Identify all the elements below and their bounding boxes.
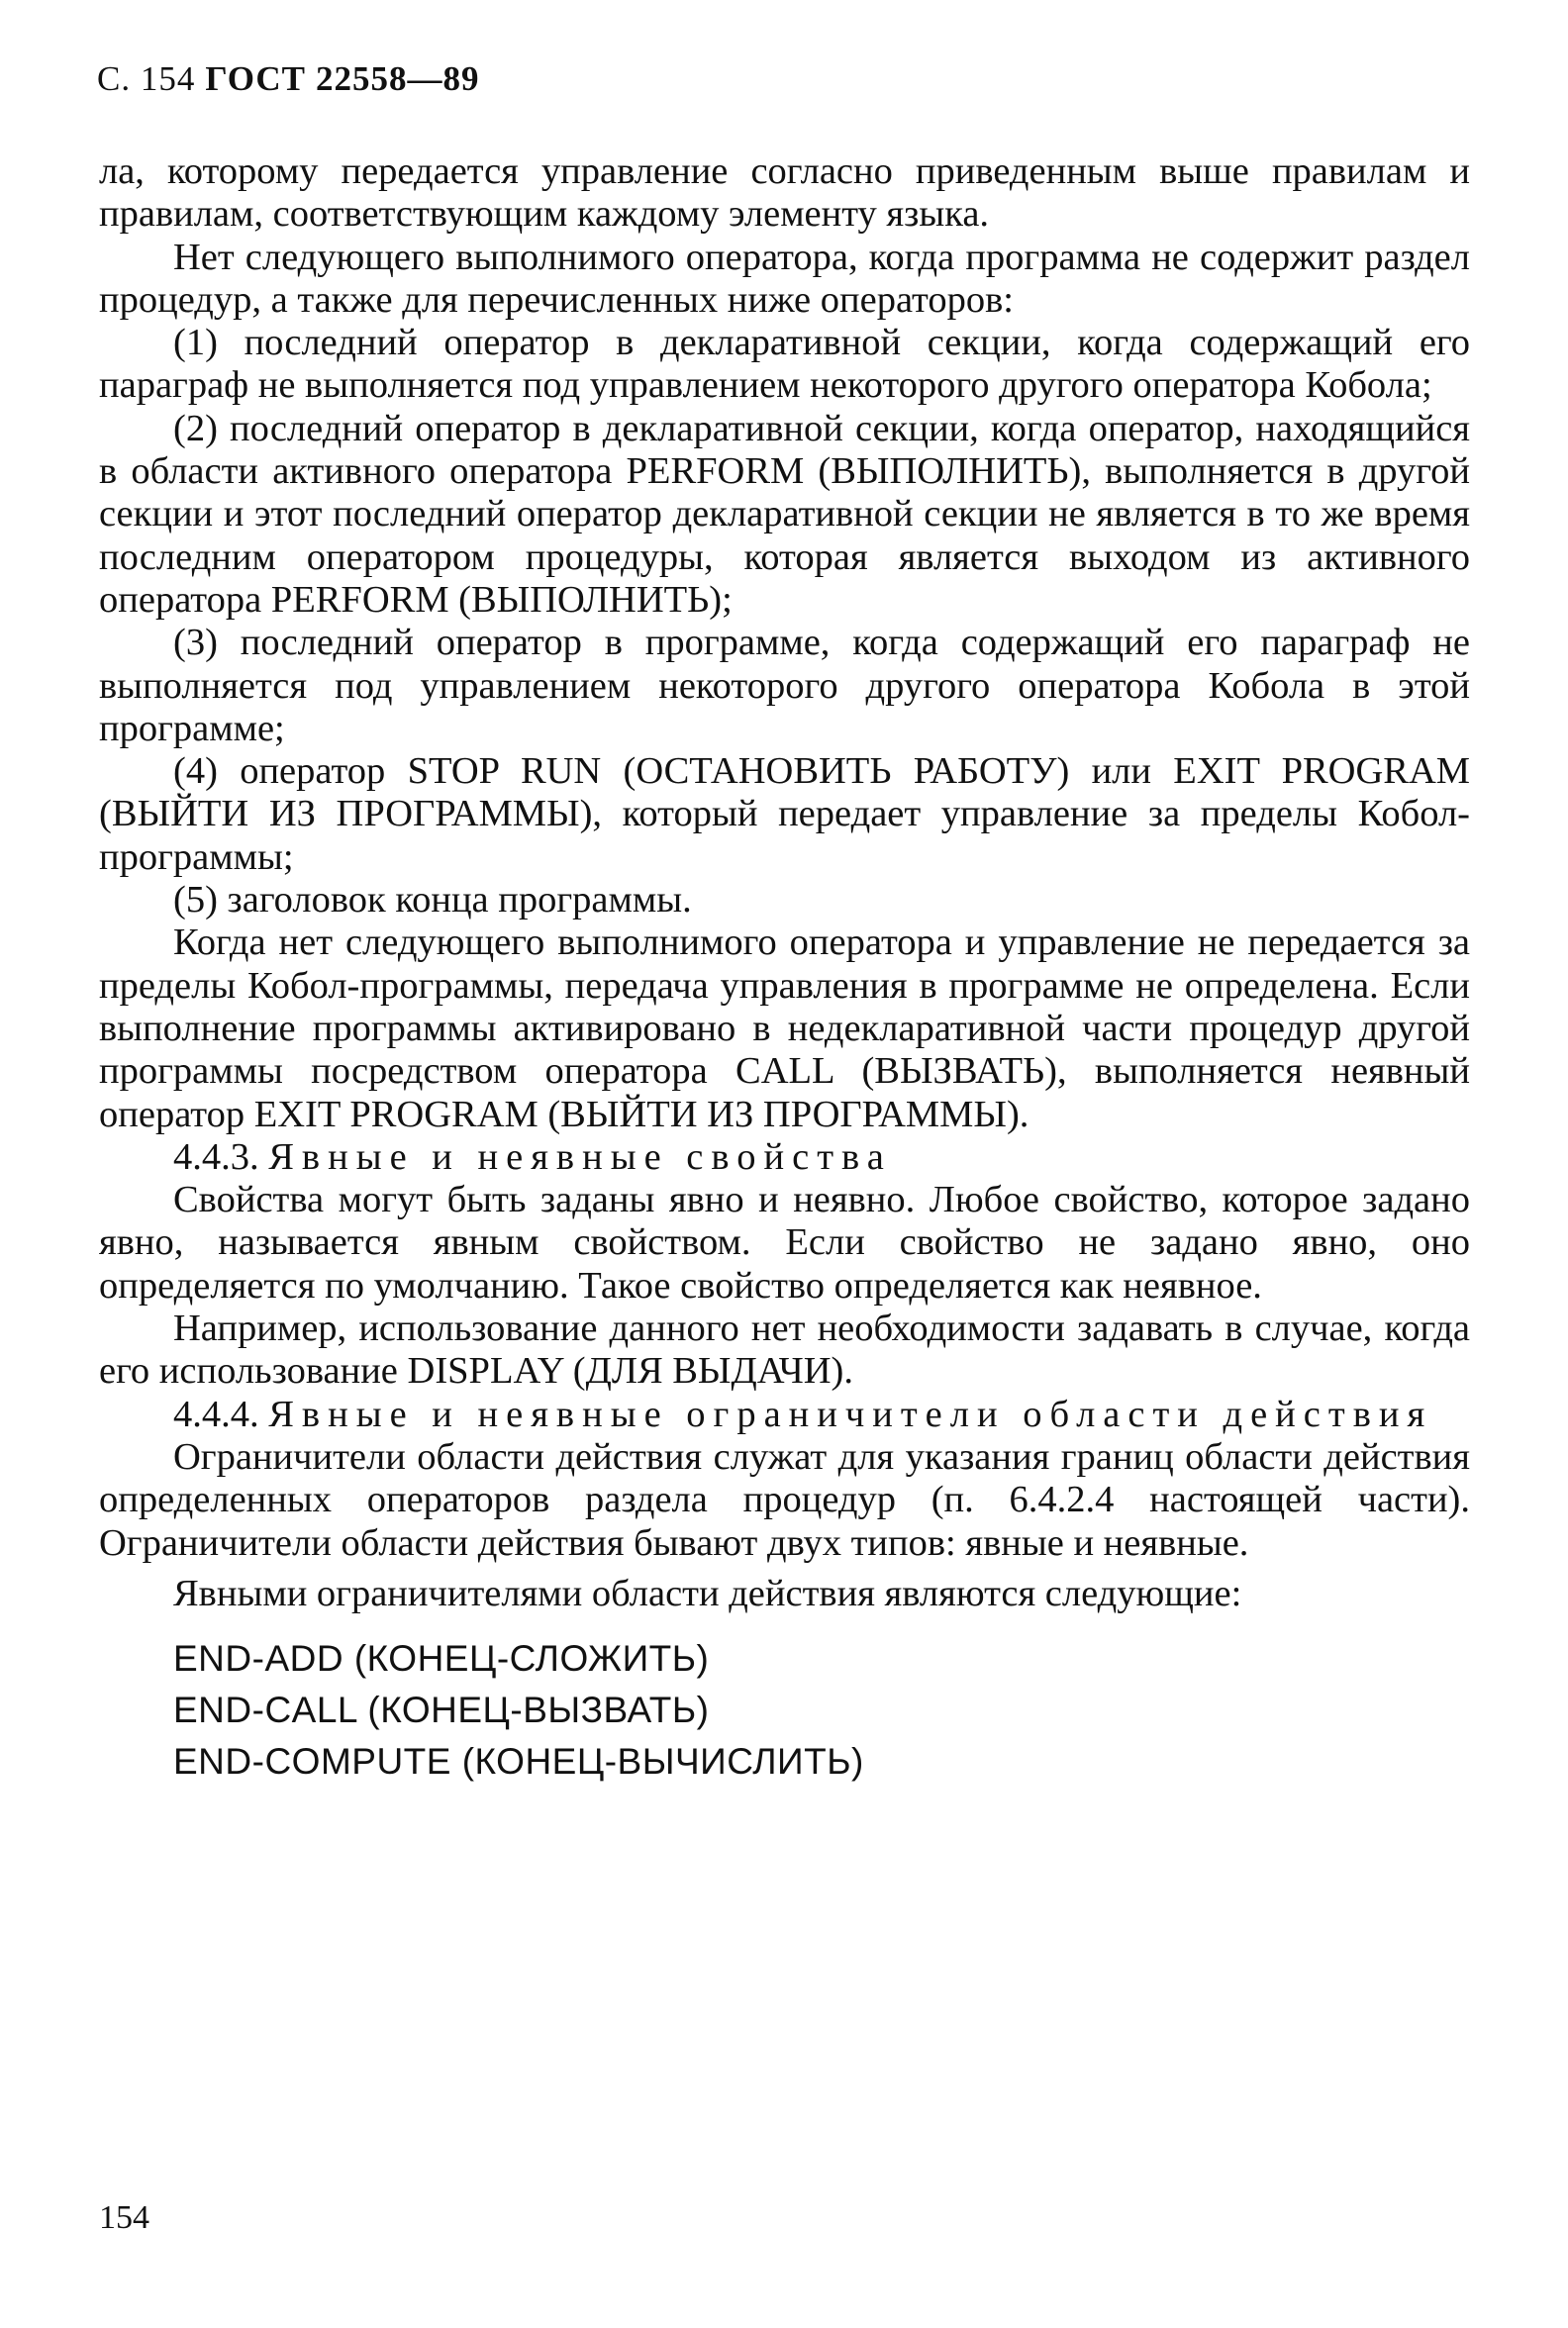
- paragraph-example: Например, использование данного нет необходимости задавать в случае, когда его использование DISPLAY (ДЛЯ ВЫДАЧИ).: [99, 1308, 1470, 1393]
- section-heading-4-4-4: [99, 1394, 1470, 1436]
- paragraph-continuation: ла, которому передается управление согласно приведенным выше правилам и правилам, соответствующим каждому элементу языка.: [99, 150, 1470, 236]
- section-heading-4-4-3: [99, 1136, 1470, 1179]
- section-title: Явные и неявные ограничители области действия: [268, 1393, 1433, 1435]
- running-header: [97, 59, 480, 99]
- paragraph-no-next-statement: Нет следующего выполнимого оператора, когда программа не содержит раздел процедур, а также для перечисленных ниже операторов:: [99, 236, 1470, 321]
- list-item-5: (5) заголовок конца программы.: [173, 879, 692, 922]
- list-item: END-ADD (КОНЕЦ-СЛОЖИТЬ): [173, 1638, 710, 1680]
- section-number: 4.4.4.: [173, 1393, 259, 1435]
- list-item: END-COMPUTE (КОНЕЦ-ВЫЧИСЛИТЬ): [173, 1741, 864, 1783]
- header-standard: ГОСТ: [205, 59, 307, 98]
- header-standard-number: 22558—89: [316, 59, 480, 98]
- page-body: [99, 150, 1470, 1788]
- section-number: 4.4.3.: [173, 1135, 259, 1178]
- list-item-3: (3) последний оператор в программе, когда содержащий его параграф не выполняется под управлением некоторого другого оператора Кобола в этой программе;: [99, 622, 1470, 749]
- page-number: 154: [99, 2199, 149, 2236]
- terminator-list: [99, 1633, 1470, 1788]
- section-title: Явные и неявные свойства: [268, 1135, 892, 1178]
- paragraph-properties: Свойства могут быть заданы явно и неявно. Любое свойство, которое задано явно, называется явным свойством. Если свойство не задано явно, оно определяется по умолчанию. Такое свойство определяется как неявное.: [99, 1179, 1470, 1307]
- list-item-4: (4) оператор STOP RUN (ОСТАНОВИТЬ РАБОТУ) или EXIT PROGRAM (ВЫЙТИ ИЗ ПРОГРАММЫ), который передает управление за пределы Кобол-программы;: [99, 750, 1470, 878]
- list-item-1: (1) последний оператор в декларативной секции, когда содержащий его параграф не выполняется под управлением некоторого другого оператора Кобола;: [99, 322, 1470, 407]
- list-item-2: (2) последний оператор в декларативной секции, когда оператор, находящийся в области активного оператора PERFORM (ВЫПОЛНИТЬ), выполняется в другой секции и этот последний оператор декларативной секции не является в то же время последним оператором процедуры, которая является выходом из активного оператора PERFORM (ВЫПОЛНИТЬ);: [99, 407, 1470, 621]
- paragraph-explicit-terminators: Явными ограничителями области действия являются следующие:: [173, 1572, 1242, 1614]
- paragraph-control-transfer: Когда нет следующего выполнимого оператора и управление не передается за пределы Кобол-программы, передача управления в программе не определена. Если выполнение программы активировано в недекларативной части процедур другой программы посредством оператора CALL (ВЫЗВАТЬ), выполняется неявный оператор EXIT PROGRAM (ВЫЙТИ ИЗ ПРОГРАММЫ).: [99, 922, 1470, 1135]
- list-item: END-CALL (КОНЕЦ-ВЫЗВАТЬ): [173, 1690, 710, 1731]
- header-page-prefix: С. 154: [97, 59, 196, 98]
- paragraph-scope-terminators: Ограничители области действия служат для указания границ области действия определенных операторов раздела процедур (п. 6.4.2.4 настоящей части). Ограничители области действия бывают двух типов: явные и неявные.: [99, 1435, 1470, 1564]
